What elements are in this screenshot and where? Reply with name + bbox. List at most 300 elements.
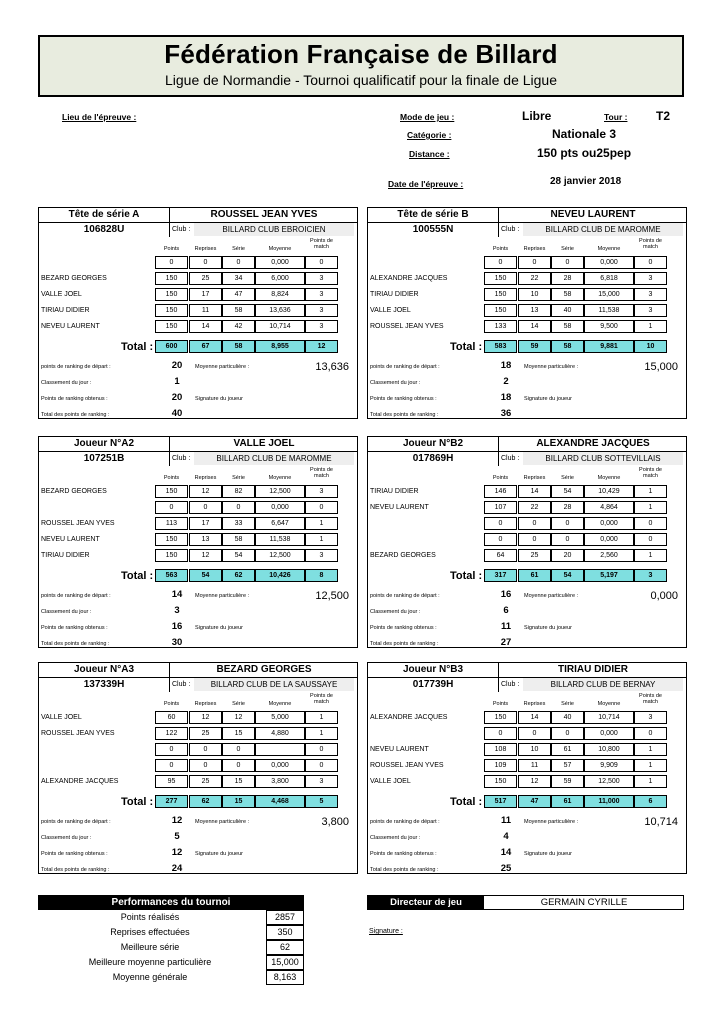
score-cell: 0 xyxy=(551,533,584,546)
stat-label: points de ranking de départ : xyxy=(370,819,440,825)
stat-value: 12 xyxy=(171,815,183,826)
col-header-reprises: Reprises xyxy=(523,701,546,707)
score-cell: 11 xyxy=(518,759,551,772)
player-card xyxy=(367,207,687,419)
score-cell: 150 xyxy=(155,304,188,317)
club-name: BILLARD CLUB DE MAROMME xyxy=(194,452,354,465)
total-cell: 9,881 xyxy=(584,340,634,353)
opponent-name: NEVEU LAURENT xyxy=(370,746,429,753)
performance-row xyxy=(38,910,304,925)
signature-label: Signature : xyxy=(369,928,403,935)
col-header-points: Points xyxy=(163,701,180,707)
opponent-name: TIRIAU DIDIER xyxy=(41,307,90,314)
stat-value: 40 xyxy=(171,408,183,419)
score-cell: 1 xyxy=(634,743,667,756)
card-header xyxy=(368,208,686,223)
stat-value: 5 xyxy=(174,831,180,842)
total-cell: 317 xyxy=(484,569,517,582)
score-cell: 59 xyxy=(551,775,584,788)
licence-number: 017869H xyxy=(368,452,499,466)
score-cell: 11 xyxy=(189,304,222,317)
score-cell: 0 xyxy=(222,759,255,772)
total-cell: 62 xyxy=(189,795,222,808)
score-cell: 34 xyxy=(222,272,255,285)
score-cell: 3 xyxy=(634,272,667,285)
seed-label: Tête de série B xyxy=(368,208,499,222)
performance-row xyxy=(38,955,304,970)
score-cell: 107 xyxy=(484,501,517,514)
score-cell: 3 xyxy=(305,775,338,788)
opponent-name: NEVEU LAURENT xyxy=(41,536,100,543)
stat-label: Classement du jour : xyxy=(41,835,92,841)
stat-value: 27 xyxy=(500,637,512,648)
total-cell: 62 xyxy=(222,569,255,582)
opponent-name: ROUSSEL JEAN YVES xyxy=(41,730,115,737)
score-cell: 22 xyxy=(518,272,551,285)
total-cell: 10 xyxy=(634,340,667,353)
col-header-serie: Série xyxy=(561,701,574,707)
moy-part-value: 10,714 xyxy=(644,816,678,828)
total-cell: 15 xyxy=(222,795,255,808)
col-header-serie: Série xyxy=(561,475,574,481)
stat-label: Total des points de ranking : xyxy=(370,867,439,873)
score-cell: 10 xyxy=(518,743,551,756)
stat-value: 18 xyxy=(500,360,512,371)
score-cell: 0 xyxy=(222,501,255,514)
score-cell: 4,864 xyxy=(584,501,634,514)
moy-part-value: 12,500 xyxy=(315,590,349,602)
score-cell: 0 xyxy=(634,256,667,269)
player-card xyxy=(38,662,358,874)
score-cell: 10 xyxy=(518,288,551,301)
col-header-moyenne: Moyenne xyxy=(268,246,292,252)
player-card xyxy=(38,436,358,648)
club-label: Club : xyxy=(501,681,520,688)
stat-value: 20 xyxy=(171,360,183,371)
score-cell: 12,500 xyxy=(255,549,305,562)
score-cell: 150 xyxy=(484,288,517,301)
score-cell: 20 xyxy=(551,549,584,562)
total-cell: 563 xyxy=(155,569,188,582)
score-cell: 10,714 xyxy=(584,711,634,724)
score-cell: 22 xyxy=(518,501,551,514)
score-cell: 150 xyxy=(155,320,188,333)
performance-row xyxy=(38,925,304,940)
score-cell: 4,880 xyxy=(255,727,305,740)
score-cell: 15 xyxy=(222,727,255,740)
col-header-moyenne: Moyenne xyxy=(597,475,621,481)
stat-value: 2 xyxy=(503,376,509,387)
player-card xyxy=(367,662,687,874)
score-cell: 60 xyxy=(155,711,188,724)
score-cell: 133 xyxy=(484,320,517,333)
licence-number: 107251B xyxy=(39,452,170,466)
col-header-points_match: Points de match xyxy=(310,467,333,479)
total-cell: 10,426 xyxy=(255,569,305,582)
score-cell: 1 xyxy=(305,727,338,740)
score-cell: 12 xyxy=(222,711,255,724)
score-cell: 0 xyxy=(634,517,667,530)
stat-value: 6 xyxy=(503,605,509,616)
score-cell: 1 xyxy=(305,711,338,724)
score-cell: 0 xyxy=(155,743,188,756)
club-label: Club : xyxy=(172,226,191,233)
col-header-moyenne: Moyenne xyxy=(597,246,621,252)
stat-label: Classement du jour : xyxy=(370,835,421,841)
score-cell: 58 xyxy=(551,320,584,333)
performance-row xyxy=(38,970,304,985)
club-label: Club : xyxy=(172,681,191,688)
club-label: Club : xyxy=(501,455,520,462)
stat-label: points de ranking de départ : xyxy=(41,364,111,370)
score-cell: 0 xyxy=(189,759,222,772)
col-header-points: Points xyxy=(163,246,180,252)
score-cell: 0 xyxy=(551,256,584,269)
score-cell: 0 xyxy=(551,517,584,530)
score-cell: 3 xyxy=(634,288,667,301)
score-cell: 6,647 xyxy=(255,517,305,530)
stat-value: 16 xyxy=(500,589,512,600)
signature-player-label: Signature du joueur xyxy=(195,396,244,402)
score-cell: 109 xyxy=(484,759,517,772)
club-label: Club : xyxy=(501,226,520,233)
score-cell: 1 xyxy=(634,501,667,514)
total-cell: 59 xyxy=(518,340,551,353)
opponent-name: NEVEU LAURENT xyxy=(41,323,100,330)
performance-label: Reprises effectuées xyxy=(110,927,190,937)
stat-label: Classement du jour : xyxy=(41,380,92,386)
opponent-name: BEZARD GEORGES xyxy=(370,552,436,559)
score-cell: 0 xyxy=(551,727,584,740)
card-header xyxy=(39,437,357,452)
header-banner xyxy=(38,35,684,97)
player-name: TIRIAU DIDIER xyxy=(558,664,628,675)
stat-value: 4 xyxy=(503,831,509,842)
total-cell: 5 xyxy=(305,795,338,808)
score-cell: 64 xyxy=(484,549,517,562)
moy-part-label: Moyenne particulière : xyxy=(195,364,250,370)
total-cell: 4,468 xyxy=(255,795,305,808)
score-cell: 14 xyxy=(518,711,551,724)
col-header-points: Points xyxy=(492,701,509,707)
page-title: Fédération Française de Billard xyxy=(164,39,558,69)
opponent-name: TIRIAU DIDIER xyxy=(370,291,419,298)
score-cell: 3 xyxy=(634,711,667,724)
score-cell: 0 xyxy=(222,256,255,269)
moy-part-label: Moyenne particulière : xyxy=(195,593,250,599)
score-cell: 14 xyxy=(518,320,551,333)
col-header-reprises: Reprises xyxy=(194,701,217,707)
score-cell: 0 xyxy=(305,501,338,514)
player-card xyxy=(367,436,687,648)
score-cell: 1 xyxy=(634,759,667,772)
score-cell: 6,000 xyxy=(255,272,305,285)
score-cell: 0,000 xyxy=(584,517,634,530)
score-cell: 150 xyxy=(155,272,188,285)
score-cell: 58 xyxy=(551,288,584,301)
score-cell: 150 xyxy=(484,304,517,317)
score-cell: 150 xyxy=(155,485,188,498)
opponent-name: ALEXANDRE JACQUES xyxy=(370,275,448,282)
score-cell: 14 xyxy=(518,485,551,498)
col-header-points_match: Points de match xyxy=(310,693,333,705)
moy-part-value: 13,636 xyxy=(315,361,349,373)
stat-label: Total des points de ranking : xyxy=(41,641,110,647)
score-cell: 12,500 xyxy=(255,485,305,498)
signature-player-label: Signature du joueur xyxy=(195,851,244,857)
performance-value: 350 xyxy=(266,925,304,940)
performance-value: 2857 xyxy=(266,910,304,925)
score-cell: 0 xyxy=(634,727,667,740)
score-cell: 3 xyxy=(305,304,338,317)
date-value: 28 janvier 2018 xyxy=(550,176,622,187)
stat-value: 12 xyxy=(171,847,183,858)
club-name: BILLARD CLUB DE BERNAY xyxy=(523,678,683,691)
score-cell: 150 xyxy=(155,288,188,301)
score-cell: 12 xyxy=(189,711,222,724)
stat-value: 20 xyxy=(171,392,183,403)
total-cell: 54 xyxy=(551,569,584,582)
stat-label: Classement du jour : xyxy=(370,380,421,386)
card-header xyxy=(39,208,357,223)
score-cell: 25 xyxy=(189,727,222,740)
player-name: ROUSSEL JEAN YVES xyxy=(210,209,318,220)
stat-label: Points de ranking obtenus : xyxy=(370,851,437,857)
card-header xyxy=(368,437,686,452)
score-cell: 0 xyxy=(222,743,255,756)
score-cell: 0 xyxy=(305,743,338,756)
score-cell: 1 xyxy=(634,549,667,562)
col-header-points_match: Points de match xyxy=(639,238,662,250)
score-cell: 17 xyxy=(189,517,222,530)
score-cell: 0,000 xyxy=(255,256,305,269)
moy-part-value: 15,000 xyxy=(644,361,678,373)
moy-part-value: 3,800 xyxy=(321,816,349,828)
player-card xyxy=(38,207,358,419)
signature-player-label: Signature du joueur xyxy=(524,851,573,857)
total-cell: 8,955 xyxy=(255,340,305,353)
total-cell: 61 xyxy=(518,569,551,582)
col-header-points_match: Points de match xyxy=(310,238,333,250)
stat-label: points de ranking de départ : xyxy=(41,593,111,599)
opponent-name: ROUSSEL JEAN YVES xyxy=(41,520,115,527)
total-cell: 517 xyxy=(484,795,517,808)
score-cell: 10,429 xyxy=(584,485,634,498)
score-cell: 33 xyxy=(222,517,255,530)
total-cell: 54 xyxy=(189,569,222,582)
total-label: Total : xyxy=(450,570,483,582)
total-label: Total : xyxy=(121,796,154,808)
stat-label: points de ranking de départ : xyxy=(41,819,111,825)
score-cell: 3,800 xyxy=(255,775,305,788)
score-cell: 0 xyxy=(305,759,338,772)
score-cell: 8,824 xyxy=(255,288,305,301)
stat-label: Classement du jour : xyxy=(370,609,421,615)
licence-number: 137339H xyxy=(39,678,170,692)
score-cell: 0,000 xyxy=(255,759,305,772)
seed-label: Joueur N°B3 xyxy=(368,663,499,677)
stat-label: Total des points de ranking : xyxy=(370,641,439,647)
performance-value: 15,000 xyxy=(266,955,304,970)
stat-value: 18 xyxy=(500,392,512,403)
total-cell: 67 xyxy=(189,340,222,353)
score-cell: 0,000 xyxy=(584,256,634,269)
performances-table xyxy=(38,895,304,985)
stat-value: 25 xyxy=(500,863,512,874)
moy-part-value: 0,000 xyxy=(650,590,678,602)
score-cell: 12 xyxy=(518,775,551,788)
opponent-name: TIRIAU DIDIER xyxy=(41,552,90,559)
date-label: Date de l'épreuve : xyxy=(388,179,464,189)
mode-label: Mode de jeu : xyxy=(400,112,455,122)
score-cell: 0 xyxy=(189,501,222,514)
licence-number: 106828U xyxy=(39,223,170,237)
opponent-name: ROUSSEL JEAN YVES xyxy=(370,323,444,330)
col-header-moyenne: Moyenne xyxy=(597,701,621,707)
score-cell: 0 xyxy=(305,256,338,269)
total-cell: 6 xyxy=(634,795,667,808)
player-name: VALLE JOEL xyxy=(233,438,295,449)
player-name: ALEXANDRE JACQUES xyxy=(536,438,650,449)
score-cell: 14 xyxy=(189,320,222,333)
score-cell: 57 xyxy=(551,759,584,772)
performance-value: 62 xyxy=(266,940,304,955)
stat-label: Total des points de ranking : xyxy=(41,867,110,873)
score-cell: 42 xyxy=(222,320,255,333)
total-cell: 600 xyxy=(155,340,188,353)
score-cell: 1 xyxy=(305,517,338,530)
club-name: BILLARD CLUB DE MAROMME xyxy=(523,223,683,236)
score-cell: 0 xyxy=(155,501,188,514)
total-cell: 277 xyxy=(155,795,188,808)
score-cell: 146 xyxy=(484,485,517,498)
performance-label: Meilleure série xyxy=(120,942,180,952)
licence-number: 100555N xyxy=(368,223,499,237)
col-header-serie: Série xyxy=(232,246,245,252)
score-cell: 0 xyxy=(155,759,188,772)
score-cell: 150 xyxy=(484,775,517,788)
opponent-name: VALLE JOEL xyxy=(370,778,411,785)
stat-value: 36 xyxy=(500,408,512,419)
club-name: BILLARD CLUB SOTTEVILLAIS xyxy=(523,452,683,465)
total-cell: 47 xyxy=(518,795,551,808)
distance-value: 150 pts ou25pep xyxy=(537,146,632,160)
score-cell: 95 xyxy=(155,775,188,788)
performance-row xyxy=(38,940,304,955)
score-cell: 2,560 xyxy=(584,549,634,562)
licence-number: 017739H xyxy=(368,678,499,692)
score-cell: 0 xyxy=(518,517,551,530)
score-cell: 15,000 xyxy=(584,288,634,301)
seed-label: Joueur N°A2 xyxy=(39,437,170,451)
score-cell: 3 xyxy=(305,320,338,333)
score-cell: 61 xyxy=(551,743,584,756)
stat-value: 11 xyxy=(500,815,512,826)
stat-label: points de ranking de départ : xyxy=(370,364,440,370)
player-name: NEVEU LAURENT xyxy=(550,209,636,220)
stat-label: Points de ranking obtenus : xyxy=(41,396,108,402)
score-cell: 0,000 xyxy=(255,501,305,514)
card-header xyxy=(368,663,686,678)
distance-label: Distance : xyxy=(409,149,450,159)
score-cell: 25 xyxy=(518,549,551,562)
score-cell: 12 xyxy=(189,549,222,562)
col-header-points: Points xyxy=(163,475,180,481)
total-cell: 583 xyxy=(484,340,517,353)
stat-value: 14 xyxy=(500,847,512,858)
score-cell: 0 xyxy=(484,533,517,546)
col-header-points: Points xyxy=(492,246,509,252)
stat-label: Points de ranking obtenus : xyxy=(370,396,437,402)
opponent-name: VALLE JOEL xyxy=(370,307,411,314)
col-header-moyenne: Moyenne xyxy=(268,701,292,707)
total-cell: 11,000 xyxy=(584,795,634,808)
score-cell: 25 xyxy=(189,272,222,285)
score-cell: 0 xyxy=(189,743,222,756)
opponent-name: TIRIAU DIDIER xyxy=(370,488,419,495)
total-label: Total : xyxy=(450,796,483,808)
score-cell: 58 xyxy=(222,304,255,317)
score-cell: 3 xyxy=(634,304,667,317)
score-cell: 28 xyxy=(551,501,584,514)
opponent-name: VALLE JOEL xyxy=(41,291,82,298)
score-cell: 25 xyxy=(189,775,222,788)
score-cell: 9,909 xyxy=(584,759,634,772)
player-name: BEZARD GEORGES xyxy=(216,664,312,675)
score-cell: 11,538 xyxy=(584,304,634,317)
col-header-points_match: Points de match xyxy=(639,467,662,479)
score-cell: 17 xyxy=(189,288,222,301)
seed-label: Tête de série A xyxy=(39,208,170,222)
score-cell: 0,000 xyxy=(584,727,634,740)
score-cell: 3 xyxy=(305,272,338,285)
total-label: Total : xyxy=(121,570,154,582)
performance-label: Points réalisés xyxy=(120,912,180,922)
score-cell: 6,818 xyxy=(584,272,634,285)
performance-label: Meilleure moyenne particulière xyxy=(88,957,212,967)
score-cell: 0 xyxy=(484,727,517,740)
col-header-serie: Série xyxy=(232,701,245,707)
score-cell: 150 xyxy=(155,549,188,562)
performance-label: Moyenne générale xyxy=(112,972,188,982)
col-header-moyenne: Moyenne xyxy=(268,475,292,481)
score-cell: 1 xyxy=(634,320,667,333)
club-name: BILLARD CLUB DE LA SAUSSAYE xyxy=(194,678,354,691)
score-cell: 3 xyxy=(305,549,338,562)
opponent-name: ALEXANDRE JACQUES xyxy=(370,714,448,721)
moy-part-label: Moyenne particulière : xyxy=(524,593,579,599)
score-cell: 3 xyxy=(305,288,338,301)
total-cell: 5,197 xyxy=(584,569,634,582)
moy-part-label: Moyenne particulière : xyxy=(195,819,250,825)
signature-player-label: Signature du joueur xyxy=(524,625,573,631)
score-cell: 82 xyxy=(222,485,255,498)
card-header xyxy=(39,663,357,678)
tour-label: Tour : xyxy=(604,112,628,122)
score-cell: 54 xyxy=(222,549,255,562)
col-header-points_match: Points de match xyxy=(639,693,662,705)
stat-label: Points de ranking obtenus : xyxy=(41,851,108,857)
stat-value: 1 xyxy=(174,376,180,387)
total-cell: 61 xyxy=(551,795,584,808)
moy-part-label: Moyenne particulière : xyxy=(524,819,579,825)
stat-label: Classement du jour : xyxy=(41,609,92,615)
opponent-name: ROUSSEL JEAN YVES xyxy=(370,762,444,769)
stat-label: Points de ranking obtenus : xyxy=(370,625,437,631)
director-name: GERMAIN CYRILLE xyxy=(540,897,628,908)
director-label: Directeur de jeu xyxy=(368,896,484,909)
score-cell: 10,800 xyxy=(584,743,634,756)
